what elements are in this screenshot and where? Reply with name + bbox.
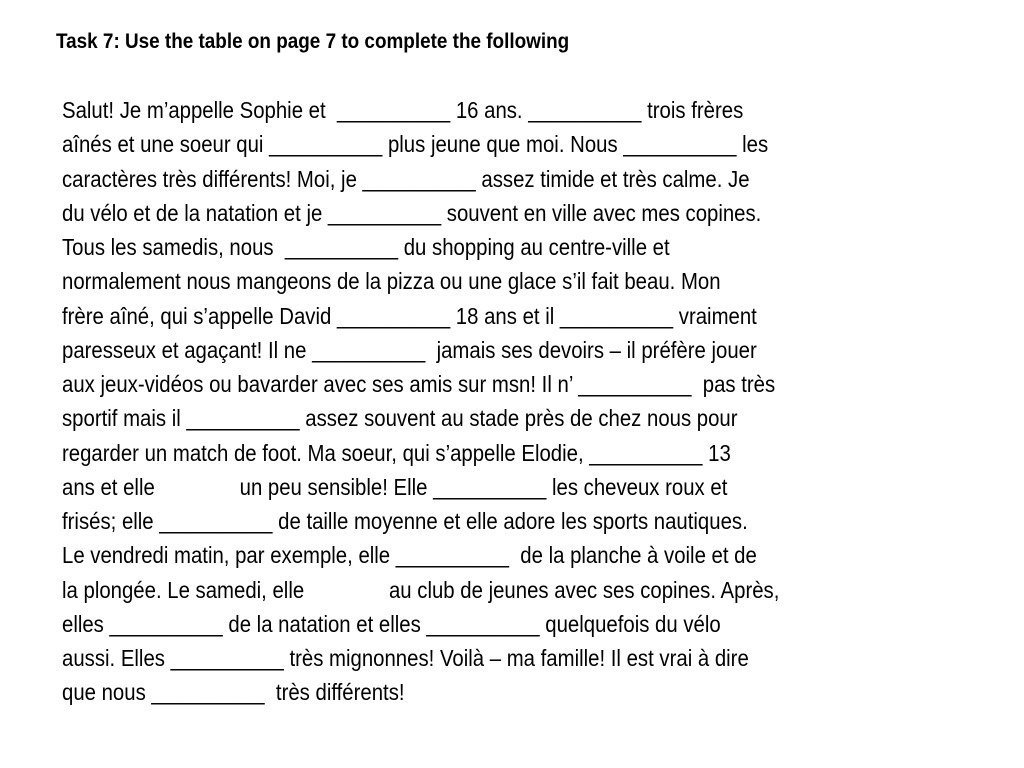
passage-line: aux jeux-vidéos ou bavarder avec ses amis sur msn! Il n’ __________ pas très (62, 371, 776, 397)
passage-line: regarder un match de foot. Ma soeur, qui s’appelle Elodie, __________ 13 (62, 439, 731, 466)
cloze-passage (62, 93, 873, 710)
passage-line: Salut! Je m’appelle Sophie et __________ 16 ans. __________ trois frères (62, 97, 744, 123)
passage-line: Tous les samedis, nous __________ du shopping au centre-ville et (62, 234, 670, 260)
passage-line: du vélo et de la natation et je __________ souvent en ville avec mes copines. (62, 199, 762, 226)
passage-line: sportif mais il __________ assez souvent au stade près de chez nous pour (62, 405, 738, 432)
passage-line: la plongée. Le samedi, elle au club de jeunes avec ses copines. Après, (62, 576, 780, 603)
passage-line: frère aîné, qui s’appelle David __________ 18 ans et il __________ vraiment (62, 302, 757, 329)
passage-line: paresseux et agaçant! Il ne __________ jamais ses devoirs – il préfère jouer (62, 336, 757, 363)
passage-line: caractères très différents! Moi, je __________ assez timide et très calme. Je (62, 165, 750, 192)
task-title: Task 7: Use the table on page 7 to complete the following (56, 30, 570, 53)
passage-line: frisés; elle __________ de taille moyenne et elle adore les sports nautiques. (62, 508, 748, 534)
passage-line: que nous __________ très différents! (62, 679, 405, 706)
passage-line: elles __________ de la natation et elles __________ quelquefois du vélo (62, 610, 721, 637)
passage-line: aînés et une soeur qui __________ plus jeune que moi. Nous __________ les (62, 131, 769, 158)
passage-line: ans et elle un peu sensible! Elle __________ les cheveux roux et (62, 473, 728, 500)
passage-line: Le vendredi matin, par exemple, elle __________ de la planche à voile et de (62, 542, 757, 569)
passage-line: aussi. Elles __________ très mignonnes! Voilà – ma famille! Il est vrai à dire (62, 645, 749, 671)
passage-line: normalement nous mangeons de la pizza ou une glace s’il fait beau. Mon (62, 268, 721, 295)
